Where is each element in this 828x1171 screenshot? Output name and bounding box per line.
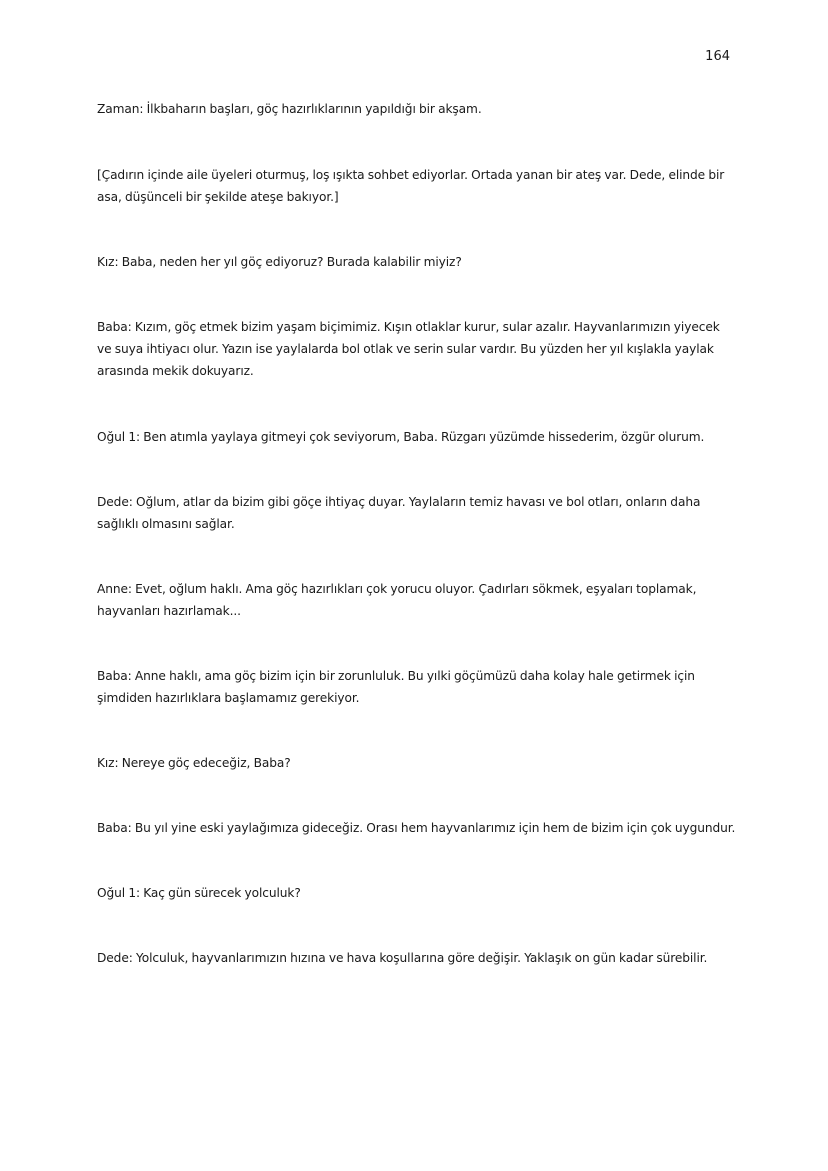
scene-time: Zaman: İlkbaharın başları, göç hazırlıklarının yapıldığı bir akşam. [97,102,482,116]
dialogue-line: Kız: Baba, neden her yıl göç ediyoruz? Burada kalabilir miyiz? [97,255,462,269]
stage-direction: [Çadırın içinde aile üyeleri oturmuş, loş ışıkta sohbet ediyorlar. Ortada yanan bir ateş var. Dede, elinde bir asa, düşünceli bir şekilde ateşe bakıyor.] [97,168,725,204]
dialogue-line: Anne: Evet, oğlum haklı. Ama göç hazırlıkları çok yorucu oluyor. Çadırları sökmek, eşyaları toplamak, hayvanları hazırlamak... [97,582,697,618]
dialogue-line: Oğul 1: Kaç gün sürecek yolculuk? [97,886,301,900]
dialogue-line: Dede: Oğlum, atlar da bizim gibi göçe ihtiyaç duyar. Yaylaların temiz havası ve bol otları, onların daha sağlıklı olmasını sağlar. [97,495,701,531]
page-number: 164 [705,49,730,64]
dialogue-line: Oğul 1: Ben atımla yaylaya gitmeyi çok seviyorum, Baba. Rüzgarı yüzümde hissederim, özgür olurum. [97,430,705,444]
document-body [97,98,737,969]
dialogue-line: Kız: Nereye göç edeceğiz, Baba? [97,756,291,770]
dialogue-line: Baba: Bu yıl yine eski yaylağımıza gideceğiz. Orası hem hayvanlarımız için hem de bizim için çok uygundur. [97,821,736,835]
dialogue-line: Baba: Anne haklı, ama göç bizim için bir zorunluluk. Bu yılki göçümüzü daha kolay hale getirmek için şimdiden hazırlıklara başlamamız gerekiyor. [97,669,695,705]
dialogue-line: Dede: Yolculuk, hayvanlarımızın hızına ve hava koşullarına göre değişir. Yaklaşık on gün kadar sürebilir. [97,951,708,965]
dialogue-line: Baba: Kızım, göç etmek bizim yaşam biçimimiz. Kışın otlaklar kurur, sular azalır. Hayvanlarımızın yiyecek ve suya ihtiyacı olur. Yazın ise yaylalarda bol otlak ve serin sular vardır. Bu yüzden her yıl kışlakla yaylak arasında mekik dokuyarız. [97,320,720,378]
